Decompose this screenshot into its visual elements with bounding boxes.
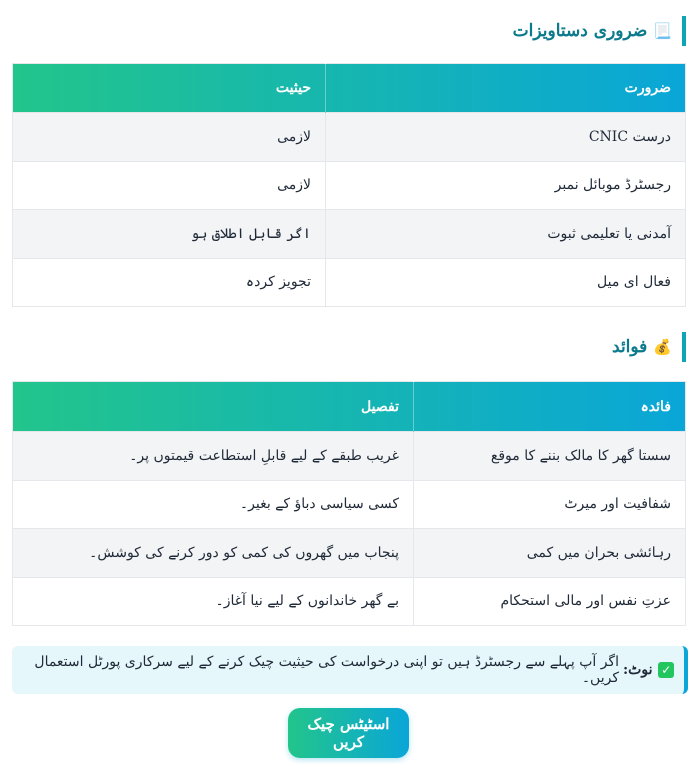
documents-title: ضروری دستاویزات — [512, 21, 648, 41]
requirement-cell: فعال ای میل — [326, 258, 686, 307]
benefit-cell: سستا گھر کا مالک بننے کا موقع — [414, 432, 686, 481]
note-label: نوٹ: — [623, 662, 653, 678]
benefits-title: فوائد — [612, 337, 648, 357]
column-header-requirement: ضرورت — [326, 64, 686, 113]
requirement-cell: آمدنی یا تعلیمی ثبوت — [326, 210, 686, 259]
check-status-button[interactable]: اسٹیٹس چیک کریں — [288, 708, 409, 758]
table-row — [13, 113, 686, 162]
table-header-row — [13, 382, 686, 432]
money-bag-icon: 💰 — [653, 338, 672, 356]
table-row — [13, 210, 686, 259]
benefit-cell: عزتِ نفس اور مالی استحکام — [414, 577, 686, 626]
detail-cell: پنجاب میں گھروں کی کمی کو دور کرنے کی کوشش۔ — [13, 529, 414, 578]
detail-cell: بے گھر خاندانوں کے لیے نیا آغاز۔ — [13, 577, 414, 626]
documents-table — [12, 63, 686, 307]
table-row — [13, 161, 686, 210]
column-header-detail: تفصیل — [361, 398, 399, 415]
column-header-status: حیثیت — [275, 80, 311, 96]
benefits-table — [12, 381, 686, 626]
table-row — [13, 480, 686, 529]
note-text: اگر آپ پہلے سے رجسٹرڈ ہیں تو اپنی درخواست کی حیثیت چیک کرنے کے لیے سرکاری پورٹل استعمال کریں۔ — [34, 654, 619, 686]
table-row — [13, 258, 686, 307]
benefits-heading — [612, 332, 686, 362]
status-cell: اگر قابل اطلاق ہو — [13, 210, 326, 259]
status-cell: لازمی — [13, 161, 326, 210]
benefit-cell: شفافیت اور میرٹ — [414, 480, 686, 529]
column-header-benefit: فائدہ — [414, 382, 686, 432]
status-cell: لازمی — [13, 113, 326, 162]
status-cell: تجویز کردہ — [13, 258, 326, 307]
documents-heading — [513, 16, 686, 46]
detail-cell: غریب طبقے کے لیے قابلِ استطاعت قیمتوں پر۔ — [13, 432, 414, 481]
table-header-row — [13, 64, 686, 113]
table-row — [13, 577, 686, 626]
requirement-cell: درست CNIC — [326, 113, 686, 162]
note-callout — [12, 646, 688, 694]
detail-cell: کسی سیاسی دباؤ کے بغیر۔ — [13, 480, 414, 529]
benefit-cell: رہائشی بحران میں کمی — [414, 529, 686, 578]
table-row — [13, 529, 686, 578]
table-row — [13, 432, 686, 481]
document-icon: 📃 — [653, 22, 672, 40]
requirement-cell: رجسٹرڈ موبائل نمبر — [326, 161, 686, 210]
check-icon: ✓ — [658, 662, 674, 678]
